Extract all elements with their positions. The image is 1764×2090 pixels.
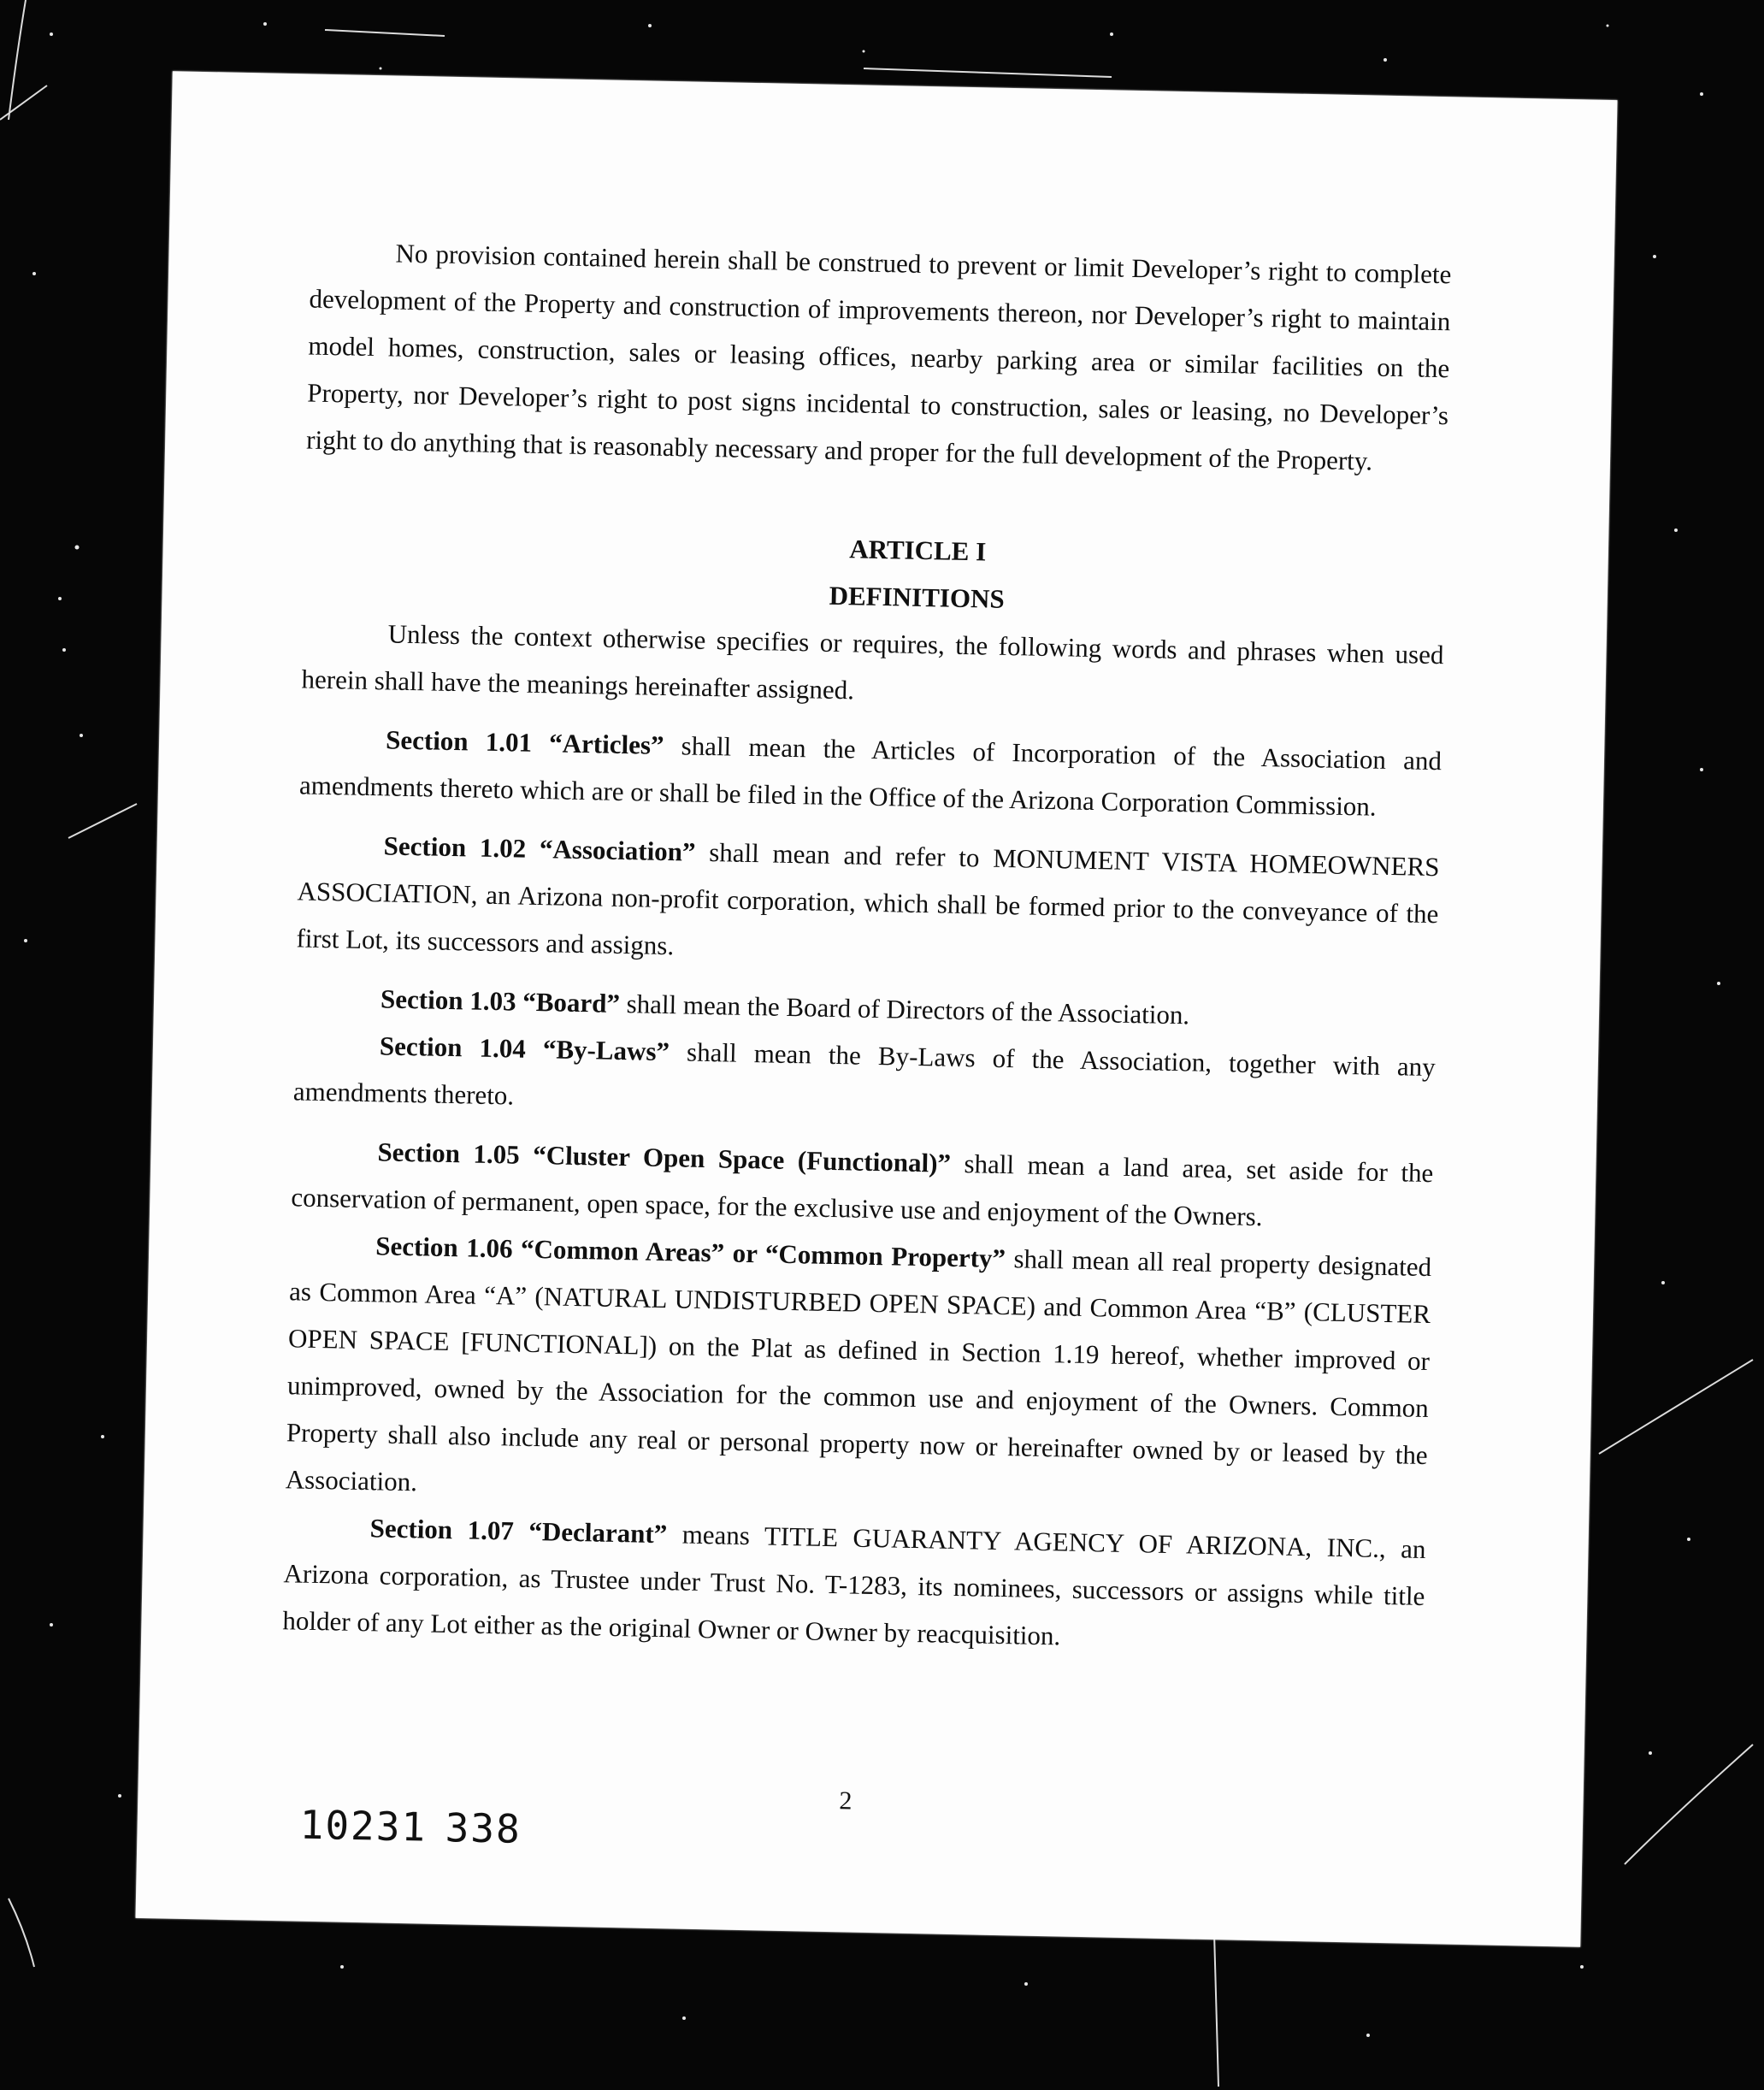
section-label: Section 1.06 “Common Areas” or “Common Property”: [375, 1231, 1006, 1274]
section-label: Section 1.01 “Articles”: [385, 724, 664, 760]
section-paragraph: [296, 820, 1440, 984]
docket-number: 10231: [299, 1801, 428, 1851]
section-text: shall mean a land area, set aside for the conservation of permanent, open space, for the exclusive use and enjoyment of the Owners.: [291, 1148, 1434, 1232]
section-text: shall mean all real property designated as Common Area “A” (NATURAL UNDISTURBED OPEN SPACE) and Common Area “B” (CLUSTER OPEN SPACE [FUNCTIONAL]) on the Plat as defined in Section 1.19 hereof, whether improved or unimproved, owned by the Association for the common use and enjoyment of the Owners. Common Property shall also include any real or personal property now or hereinafter owned by or leased by the Association.: [285, 1243, 1432, 1497]
section-text: shall mean the Board of Directors of the Association.: [619, 988, 1190, 1030]
definitions-intro: Unless the context otherwise specifies or requires, the following words and phrases when used herein shall have the meanings hereinafter assigned.: [301, 618, 1444, 706]
section-paragraph: [299, 714, 1442, 831]
article-title: ARTICLE I: [848, 534, 987, 567]
section-label: Section 1.02 “Association”: [383, 830, 696, 867]
section-text: shall mean the Articles of Incorporation of the Association and amendments thereto which are or shall be filed in the Office of the Arizona Corporation Commission.: [298, 729, 1442, 822]
section-text: means TITLE GUARANTY AGENCY OF ARIZONA, INC., an Arizona corporation, as Trustee under Trust No. T-1283, its nominees, successors or assigns while title holder of any Lot either as the original Owner or Owner by reacquisition.: [282, 1519, 1426, 1651]
page-number: 2: [839, 1786, 853, 1815]
intro-paragraph: No provision contained herein shall be construed to prevent or limit Developer’s right to complete development of the Property and construction of improvements thereon, nor Developer’s right to maintain model homes, construction, sales or leasing offices, nearby parking area or similar facilities on the Property, nor Developer’s right to post signs incidental to construction, sales or leasing, no Developer’s right to do anything that is reasonably necessary and proper for the full development of the Property.: [305, 238, 1452, 476]
section-label: Section 1.05 “Cluster Open Space (Functional)”: [377, 1137, 952, 1178]
section-paragraph: [282, 1503, 1426, 1667]
section-label: Section 1.04 “By-Laws”: [379, 1030, 670, 1067]
page-footer: [139, 1773, 1584, 1852]
document-page: [135, 71, 1617, 1946]
article-subtitle: DEFINITIONS: [829, 580, 1006, 614]
section-text: shall mean the By-Laws of the Association, together with any amendments thereto.: [292, 1036, 1437, 1111]
section-label: Section 1.03 “Board”: [380, 983, 621, 1018]
section-label: Section 1.07 “Declarant”: [369, 1513, 668, 1550]
section-paragraph: [285, 1220, 1431, 1526]
section-text: shall mean and refer to MONUMENT VISTA HOMEOWNERS ASSOCIATION, an Arizona non-profit corporation, which shall be formed prior to the conveyance of the first Lot, its successors and assigns.: [296, 836, 1440, 961]
document-body: [282, 228, 1452, 1667]
docket-page: 338: [445, 1804, 522, 1852]
